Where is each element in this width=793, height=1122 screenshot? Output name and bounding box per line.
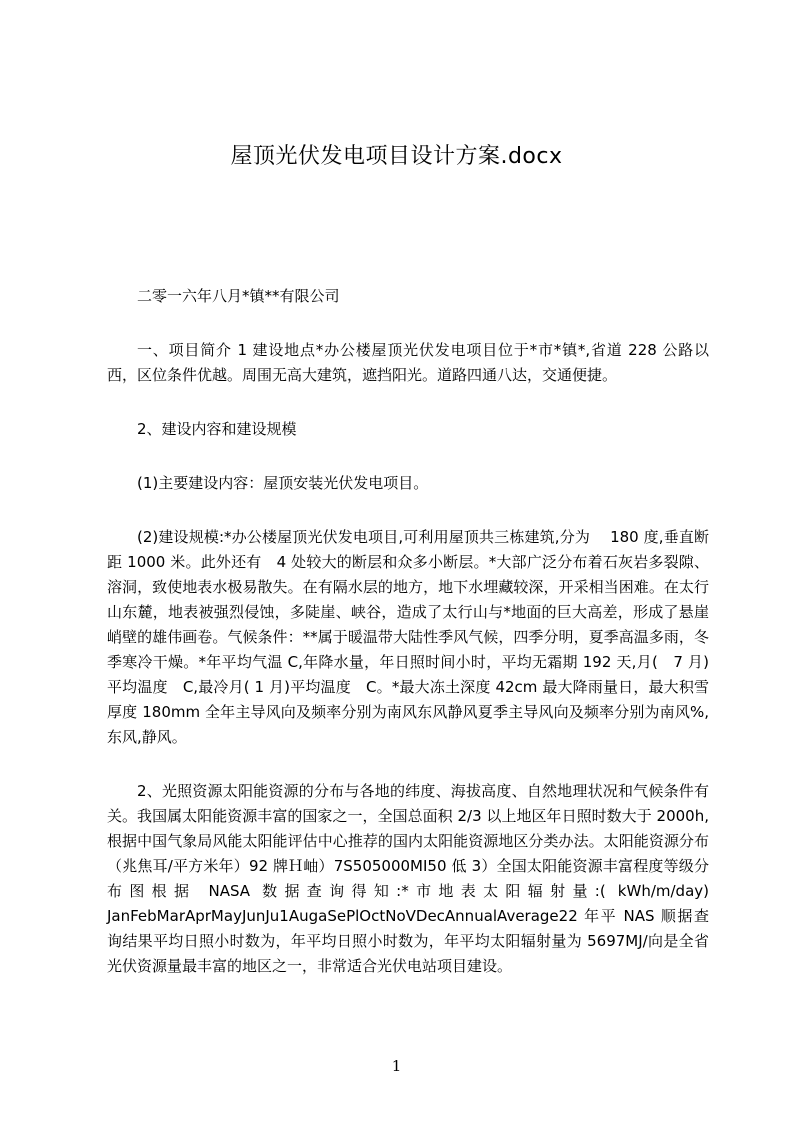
construction-heading: 2、建设内容和建设规模 (137, 420, 297, 438)
document-body (107, 284, 709, 1008)
main-content-paragraph: (1)主要建设内容：屋顶安装光伏发电项目。 (137, 474, 429, 492)
page-number: 1 (391, 1057, 402, 1075)
company-date-line: 二零一六年八月*镇**有限公司 (137, 287, 340, 305)
document-title: 屋顶光伏发电项目设计方案.docx (230, 144, 563, 169)
scale-climate-paragraph: (2)建设规模:*办公楼屋顶光伏发电项目,可利用屋顶共三栋建筑,分为 180 度,垂直断距 1000 米。此外还有 4 处较大的断层和众多小断层。*大部广泛分布着石灰岩多裂隙、溶洞，致使地表水极易散失。在有隔水层的地方，地下水埋藏较深，开采相当困难。在太行山东麓，地表被强烈侵蚀，多陡崖、峡谷，造成了太行山与*地面的巨大高差，形成了悬崖峭壁的雄伟画卷。气候条件：**属于暖温带大陆性季风气候，四季分明，夏季高温多雨，冬季寒冷干燥。*年平均气温 C,年降水量，年日照时间小时，平均无霜期 192 天,月( 7 月)平均温度 C,最冷月( 1 月)平均温度 C。*最大冻土深度 42cm 最大降雨量日，最大积雪厚度 180mm 全年主导风向及频率分别为南风东风静风夏季主导风向及频率分别为南风%,东风,静风。 (107, 528, 709, 746)
solar-resource-paragraph: 2、光照资源太阳能资源的分布与各地的纬度、海拔高度、自然地理状况和气候条件有关。我国属太阳能资源丰富的国家之一，全国总面积 2/3 以上地区年日照时数大于 2000h,根据中国气象局风能太阳能评估中心推荐的国内太阳能资源地区分类办法。太阳能资源分布（兆焦耳/平方米年）92 牌Ｈ岫）7S505000MI50 低 3）全国太阳能资源丰富程度等级分布图根据 NASA 数据查询得知:*市地表太阳辐射量:( kWh/m/day) JanFebMarAprMayJunJu1AugaSePlOctNoVDecAnnualAverage22 年平 NAS 顺据查询结果平均日照小时数为，年平均日照小时数为，年平均太阳辐射量为 5697MJ/向是全省光伏资源量最丰富的地区之一，非常适合光伏电站项目建设。 (107, 782, 709, 975)
project-intro-paragraph: 一、项目简介 1 建设地点*办公楼屋顶光伏发电项目位于*市*镇*,省道 228 公路以西，区位条件优越。周围无高大建筑，遮挡阳光。道路四通八达，交通便捷。 (107, 341, 709, 384)
